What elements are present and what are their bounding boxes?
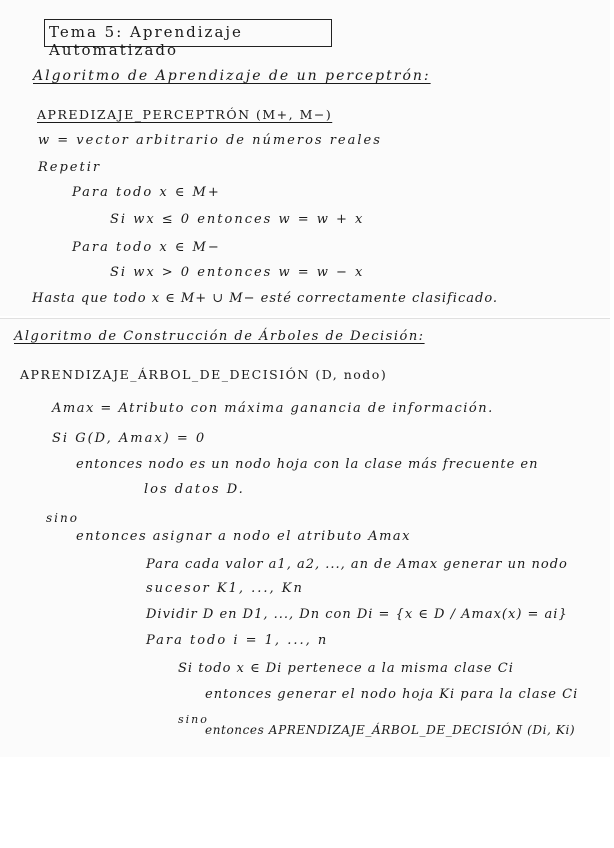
perceptron-line-4: Si wx ≤ 0 entonces w = w + x (110, 212, 365, 227)
perceptron-heading: Algoritmo de Aprendizaje de un perceptrón: (33, 68, 431, 84)
decision-tree-line-10: Para todo i = 1, ..., n (146, 633, 329, 648)
decision-tree-line-9: Dividir D en D1, ..., Dn con Di = {x ∈ D / Amax(x) = ai} (146, 607, 568, 622)
perceptron-line-5: Para todo x ∈ M− (72, 240, 221, 255)
title-box (44, 19, 332, 59)
perceptron-line-7: Hasta que todo x ∈ M+ ∪ M− esté correctamente clasificado. (32, 291, 499, 306)
decision-tree-line-6: entonces asignar a nodo el atributo Amax (76, 529, 412, 544)
decision-tree-line-12: entonces generar el nodo hoja Ki para la clase Ci (205, 687, 579, 702)
decision-tree-line-1: Amax = Atributo con máxima ganancia de información. (52, 401, 494, 416)
perceptron-line-1: w = vector arbitrario de números reales (38, 133, 382, 148)
decision-tree-line-7: Para cada valor a1, a2, ..., an de Amax generar un nodo (146, 557, 568, 572)
decision-tree-line-14: entonces APRENDIZAJE_ÁRBOL_DE_DECISIÓN (Di, Ki) (205, 723, 576, 737)
decision-tree-line-2: Si G(D, Amax) = 0 (52, 431, 207, 446)
perceptron-line-6: Si wx > 0 entonces w = w − x (110, 265, 365, 280)
decision-tree-heading: Algoritmo de Construcción de Árboles de Decisión: (14, 329, 425, 344)
notebook-page-top (0, 0, 610, 316)
notebook-page-bottom (0, 318, 610, 757)
decision-tree-function: APRENDIZAJE_ÁRBOL_DE_DECISIÓN (D, nodo) (20, 367, 388, 382)
perceptron-line-2: Repetir (38, 160, 102, 175)
decision-tree-line-11: Si todo x ∈ Di pertenece a la misma clase Ci (178, 661, 514, 676)
perceptron-function: APREDIZAJE_PERCEPTRÓN (M+, M−) (37, 107, 333, 122)
decision-tree-line-8: sucesor K1, ..., Kn (146, 581, 304, 596)
decision-tree-line-5: sino (46, 511, 79, 525)
page-title: Tema 5: Aprendizaje Automatizado (49, 23, 243, 59)
decision-tree-line-4: los datos D. (144, 482, 245, 497)
perceptron-line-3: Para todo x ∈ M+ (72, 185, 221, 200)
decision-tree-line-13: sino (178, 713, 209, 726)
decision-tree-line-3: entonces nodo es un nodo hoja con la clase más frecuente en (76, 457, 539, 472)
